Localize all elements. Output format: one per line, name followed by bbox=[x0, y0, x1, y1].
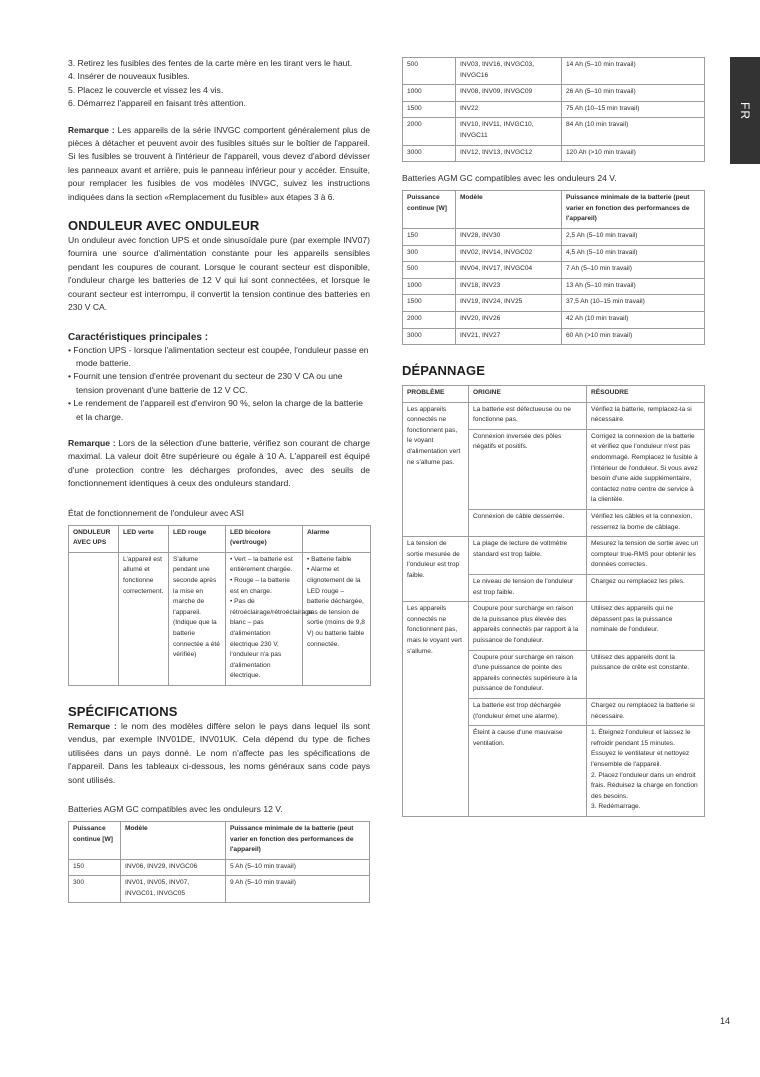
header-cell: Modèle bbox=[456, 191, 562, 229]
header-cell: PROBLÈME bbox=[403, 386, 469, 403]
table-cell: INV19, INV24, INV25 bbox=[456, 295, 562, 312]
table-cell: 60 Ah (>10 min travail) bbox=[562, 328, 705, 345]
language-tab-label: FR bbox=[738, 101, 752, 120]
table-cell: INV12, INV13, INVGC12 bbox=[456, 145, 562, 162]
table-cell: 1500 bbox=[403, 295, 456, 312]
remark-text: Les appareils de la série INVGC comportent généralement plus de pièces à détacher et peuvent avoir des fusibles situés sur le boîtier de l'appareil. Si les fusibles se trouvent à l'intérieur de l'appareil, vous devez d'abord dévisser les panneaux avant et arrière, puis le panneau inférieur pour y accéder. Ensuite, pour remplacer les fusibles de vos modèles INVGC, suivez les instructions indiquées dans la section «Remplacement du fusible» aux étapes 3 à 6. bbox=[68, 124, 370, 202]
specs-remark bbox=[68, 720, 370, 787]
depannage-heading: DÉPANNAGE bbox=[402, 363, 486, 379]
table-row bbox=[403, 602, 705, 650]
solution-cell: Vérifiez la batterie, remplacez-la si nécessaire. bbox=[587, 402, 705, 429]
table-cell: INV01, INV05, INV07, INVGC01, INVGC05 bbox=[121, 876, 226, 903]
specs-heading: SPÉCIFICATIONS bbox=[68, 703, 178, 719]
header-cell: Puissance minimale de la batterie (peut varier en fonction des performances de l'appareil) bbox=[226, 821, 370, 859]
onduleur-heading: ONDULEUR AVEC ONDULEUR bbox=[68, 218, 260, 234]
cause-cell: Coupure pour surcharge en raison d'une puissance de pointe des appareils connectés supérieure à la puissance de l'onduleur. bbox=[469, 650, 587, 698]
table-cell: 3000 bbox=[403, 328, 456, 345]
table-header-row bbox=[403, 191, 705, 229]
table-cell: 300 bbox=[403, 245, 456, 262]
table-cell: 150 bbox=[69, 859, 121, 876]
table-cell: 9 Ah (5–10 min travail) bbox=[226, 876, 370, 903]
header-cell: RÉSOUDRE bbox=[587, 386, 705, 403]
page-number: 14 bbox=[719, 1016, 730, 1026]
features-heading: Caractéristiques principales : bbox=[68, 331, 209, 343]
table-cell: 13 Ah (5–10 min travail) bbox=[562, 278, 705, 295]
problem-cell: Les appareils connectés ne fonctionnent pas, le voyant d'alimentation vert ne s'allume pas. bbox=[403, 402, 469, 537]
table-cell: 2,5 Ah (5–10 min travail) bbox=[562, 228, 705, 245]
table-row bbox=[403, 118, 705, 145]
table-cell: 150 bbox=[403, 228, 456, 245]
asi-table-caption: État de fonctionnement de l'onduleur avec ASI bbox=[68, 507, 245, 518]
header-cell: Puissance continue [W] bbox=[403, 191, 456, 229]
language-tab bbox=[730, 57, 760, 164]
remark-text: Lors de la sélection d'une batterie, vérifiez son courant de charge maximal. La valeur doit être supérieure ou égale à 10 A. L'appareil est équipé d'une protection contre les décharges profondes, avec des seuils de fonctionnement identiques à ceux des onduleurs standard. bbox=[68, 437, 370, 489]
onduleur-text: Un onduleur avec fonction UPS et onde sinusoïdale pure (par exemple INV07) fournira une source d'alimentation constante pour les appareils sensibles pendant les coupures de courant. Lorsque le courant secteur est disponible, l'onduleur charge les batteries de 12 V qui lui sont connectées, et lorsque le courant secteur est interrompu, il convertit la tension continue des batteries en 230 V CA. bbox=[68, 235, 370, 313]
table-cell: INV04, INV17, INVGC04 bbox=[456, 262, 562, 279]
cause-cell: Éteint à cause d'une mauvaise ventilation. bbox=[469, 726, 587, 817]
table-cell: 84 Ah (10 min travail) bbox=[562, 118, 705, 145]
right-column bbox=[402, 57, 705, 817]
table-cell: 14 Ah (5–10 min travail) bbox=[562, 58, 705, 85]
table-row bbox=[403, 537, 705, 575]
step-5: 5. Placez le couvercle et vissez les 4 vis. bbox=[68, 84, 224, 95]
remark-label: Remarque : bbox=[68, 437, 116, 448]
cause-cell: Le niveau de tension de l'onduleur est trop faible. bbox=[469, 575, 587, 602]
table-cell: 120 Ah (>10 min travail) bbox=[562, 145, 705, 162]
table-cell: 26 Ah (5–10 min travail) bbox=[562, 85, 705, 102]
feature-item: • Le rendement de l'appareil est d'environ 90 %, selon la charge de la batterie et la charge. bbox=[68, 398, 363, 422]
table-cell: INV03, INV16, INVGC03, INVGC16 bbox=[456, 58, 562, 85]
table-cell: 1000 bbox=[403, 85, 456, 102]
table-cell: INV10, INV11, INVGC10, INVGC11 bbox=[456, 118, 562, 145]
table-row bbox=[403, 278, 705, 295]
header-cell: Modèle bbox=[121, 821, 226, 859]
remark-label: Remarque : bbox=[68, 124, 115, 135]
cause-cell: La plage de lecture de voltmètre standard est trop faible. bbox=[469, 537, 587, 575]
solution-cell: Vérifiez les câbles et la connexion, resserrez la borne de câblage. bbox=[587, 510, 705, 537]
step-4: 4. Insérer de nouveaux fusibles. bbox=[68, 71, 190, 82]
table-row bbox=[69, 552, 371, 685]
table-row bbox=[403, 262, 705, 279]
battery-table-24v bbox=[402, 190, 705, 345]
table-row bbox=[403, 402, 705, 429]
table-cell: INV28, INV30 bbox=[456, 228, 562, 245]
table-cell: INV21, INV27 bbox=[456, 328, 562, 345]
table-cell: INV08, INV09, INVGC09 bbox=[456, 85, 562, 102]
asi-status-table bbox=[68, 525, 371, 686]
solution-cell: Utilisez des appareils dont la puissance de crête est constante. bbox=[587, 650, 705, 698]
table-cell: • Batterie faible • Alarme et clignotement de la LED rouge – batterie déchargée, pas de tension de sortie (moins de 9,8 V) ou batterie faible connectée. bbox=[303, 552, 371, 685]
table-row bbox=[403, 328, 705, 345]
table-row bbox=[403, 85, 705, 102]
remark-battery bbox=[68, 437, 370, 491]
table-cell: 37,5 Ah (10–15 min travail) bbox=[562, 295, 705, 312]
header-cell: LED bicolore (vert/rouge) bbox=[226, 525, 303, 552]
table-cell: 1500 bbox=[403, 101, 456, 118]
problem-cell: La tension de sortie mesurée de l'onduleur est trop faible. bbox=[403, 537, 469, 602]
table-cell: 500 bbox=[403, 58, 456, 85]
step-3: 3. Retirez les fusibles des fentes de la carte mère en les tirant vers le haut. bbox=[68, 58, 353, 68]
problem-cell: Les appareils connectés ne fonctionnent pas, mais le voyant vert s'allume. bbox=[403, 602, 469, 817]
step-6: 6. Démarrez l'appareil en faisant très attention. bbox=[68, 98, 246, 109]
table-cell: • Vert – la batterie est entièrement chargée. • Rouge – la batterie est en charge. • Pas de rétroéclairage/rétroéclairage blanc – pas d'alimentation électrique 230 V, l'onduleur n'a pas d'alimentation électrique. bbox=[226, 552, 303, 685]
table-cell: 75 Ah (10–15 min travail) bbox=[562, 101, 705, 118]
table-cell: 3000 bbox=[403, 145, 456, 162]
feature-item: • Fournit une tension d'entrée provenant du secteur de 230 V CA ou une tension provenant d'une batterie de 12 V CC. bbox=[68, 371, 343, 395]
left-column bbox=[68, 57, 370, 903]
header-cell: ORIGINE bbox=[469, 386, 587, 403]
table-cell: 42 Ah (10 min travail) bbox=[562, 311, 705, 328]
header-cell: LED verte bbox=[119, 525, 169, 552]
table-row bbox=[403, 245, 705, 262]
table-row bbox=[403, 311, 705, 328]
table-row bbox=[403, 101, 705, 118]
cause-cell: Coupure pour surcharge en raison de la puissance plus élevée des appareils connectés par rapport à la puissance de l'onduleur. bbox=[469, 602, 587, 650]
header-cell: Puissance minimale de la batterie (peut varier en fonction des performances de l'appareil) bbox=[562, 191, 705, 229]
table-row bbox=[403, 228, 705, 245]
solution-cell: Chargez ou remplacez les piles. bbox=[587, 575, 705, 602]
remark-label: Remarque : bbox=[68, 720, 117, 731]
table-cell: 300 bbox=[69, 876, 121, 903]
table-cell: INV02, INV14, INVGC02 bbox=[456, 245, 562, 262]
table-row bbox=[403, 145, 705, 162]
remark-text: le nom des modèles diffère selon le pays dans lequel ils sont vendus, par exemple INV01DE, INV01UK. Cela dépend du type de fiches utilisées dans un pays donné. Le nom n'affecte pas les spécifications de l'appareil. Dans les tableaux ci-dessous, les noms généraux sans code pays sont utilisés. bbox=[68, 720, 370, 785]
troubleshooting-table bbox=[402, 385, 705, 817]
steps-list bbox=[68, 57, 370, 111]
features-list bbox=[68, 344, 370, 424]
table12-caption: Batteries AGM GC compatibles avec les onduleurs 12 V. bbox=[68, 803, 283, 814]
table-cell: 5 Ah (5–10 min travail) bbox=[226, 859, 370, 876]
solution-cell: Chargez ou remplacez la batterie si nécessaire. bbox=[587, 698, 705, 725]
table-cell: 500 bbox=[403, 262, 456, 279]
header-cell: Puissance continue [W] bbox=[69, 821, 121, 859]
header-cell: LED rouge bbox=[169, 525, 226, 552]
table24-caption: Batteries AGM GC compatibles avec les onduleurs 24 V. bbox=[402, 173, 617, 184]
table-cell: L'appareil est allumé et fonctionne correctement. bbox=[119, 552, 169, 685]
solution-cell: Mesurez la tension de sortie avec un compteur true-RMS pour obtenir les données correctes. bbox=[587, 537, 705, 575]
table-cell: 1000 bbox=[403, 278, 456, 295]
battery-table-12v bbox=[68, 821, 370, 904]
table-row bbox=[69, 859, 370, 876]
table-cell: INV20, INV26 bbox=[456, 311, 562, 328]
table-cell: INV22 bbox=[456, 101, 562, 118]
solution-cell: 1. Éteignez l'onduleur et laissez le refroidir pendant 15 minutes. Essuyez le ventilateur et nettoyez l'ensemble de l'appareil. 2. Placez l'onduleur dans un endroit frais. Réduisez la charge en fonction des besoins. 3. Redémarrage. bbox=[587, 726, 705, 817]
table-cell: 7 Ah (5–10 min travail) bbox=[562, 262, 705, 279]
battery-table-12v-continued bbox=[402, 57, 705, 162]
table-header-row bbox=[69, 525, 371, 552]
table-cell: INV06, INV29, INVGC06 bbox=[121, 859, 226, 876]
feature-item: • Fonction UPS - lorsque l'alimentation secteur est coupée, l'onduleur passe en mode batterie. bbox=[68, 344, 369, 368]
table-cell bbox=[69, 552, 119, 685]
table-cell: S'allume pendant une seconde après la mise en marche de l'appareil. (Indique que la batterie connectée a été vérifiée) bbox=[169, 552, 226, 685]
table-row bbox=[403, 58, 705, 85]
header-cell: ONDULEUR AVEC UPS bbox=[69, 525, 119, 552]
table-header-row bbox=[69, 821, 370, 859]
table-header-row bbox=[403, 386, 705, 403]
header-cell: Alarme bbox=[303, 525, 371, 552]
table-cell: 2000 bbox=[403, 118, 456, 145]
cause-cell: Connexion de câble desserrée. bbox=[469, 510, 587, 537]
table-cell: 4,5 Ah (5–10 min travail) bbox=[562, 245, 705, 262]
table-cell: 2000 bbox=[403, 311, 456, 328]
cause-cell: La batterie est défectueuse ou ne fonctionne pas. bbox=[469, 402, 587, 429]
cause-cell: Connexion inversée des pôles négatifs et positifs. bbox=[469, 429, 587, 509]
table-row bbox=[69, 876, 370, 903]
solution-cell: Utilisez des appareils qui ne dépassent pas la puissance nominale de l'onduleur. bbox=[587, 602, 705, 650]
table-cell: INV18, INV23 bbox=[456, 278, 562, 295]
solution-cell: Corrigez la connexion de la batterie et vérifiez que l'onduleur n'est pas endommagé. Remplacez le fusible à l'intérieur de l'onduleur. Si vous avez besoin d'une aide supplémentaire, contactez notre centre de service à la clientèle. bbox=[587, 429, 705, 509]
remark-invgc bbox=[68, 124, 370, 204]
cause-cell: La batterie est trop déchargée (l'onduleur émet une alarme). bbox=[469, 698, 587, 725]
table-row bbox=[403, 295, 705, 312]
